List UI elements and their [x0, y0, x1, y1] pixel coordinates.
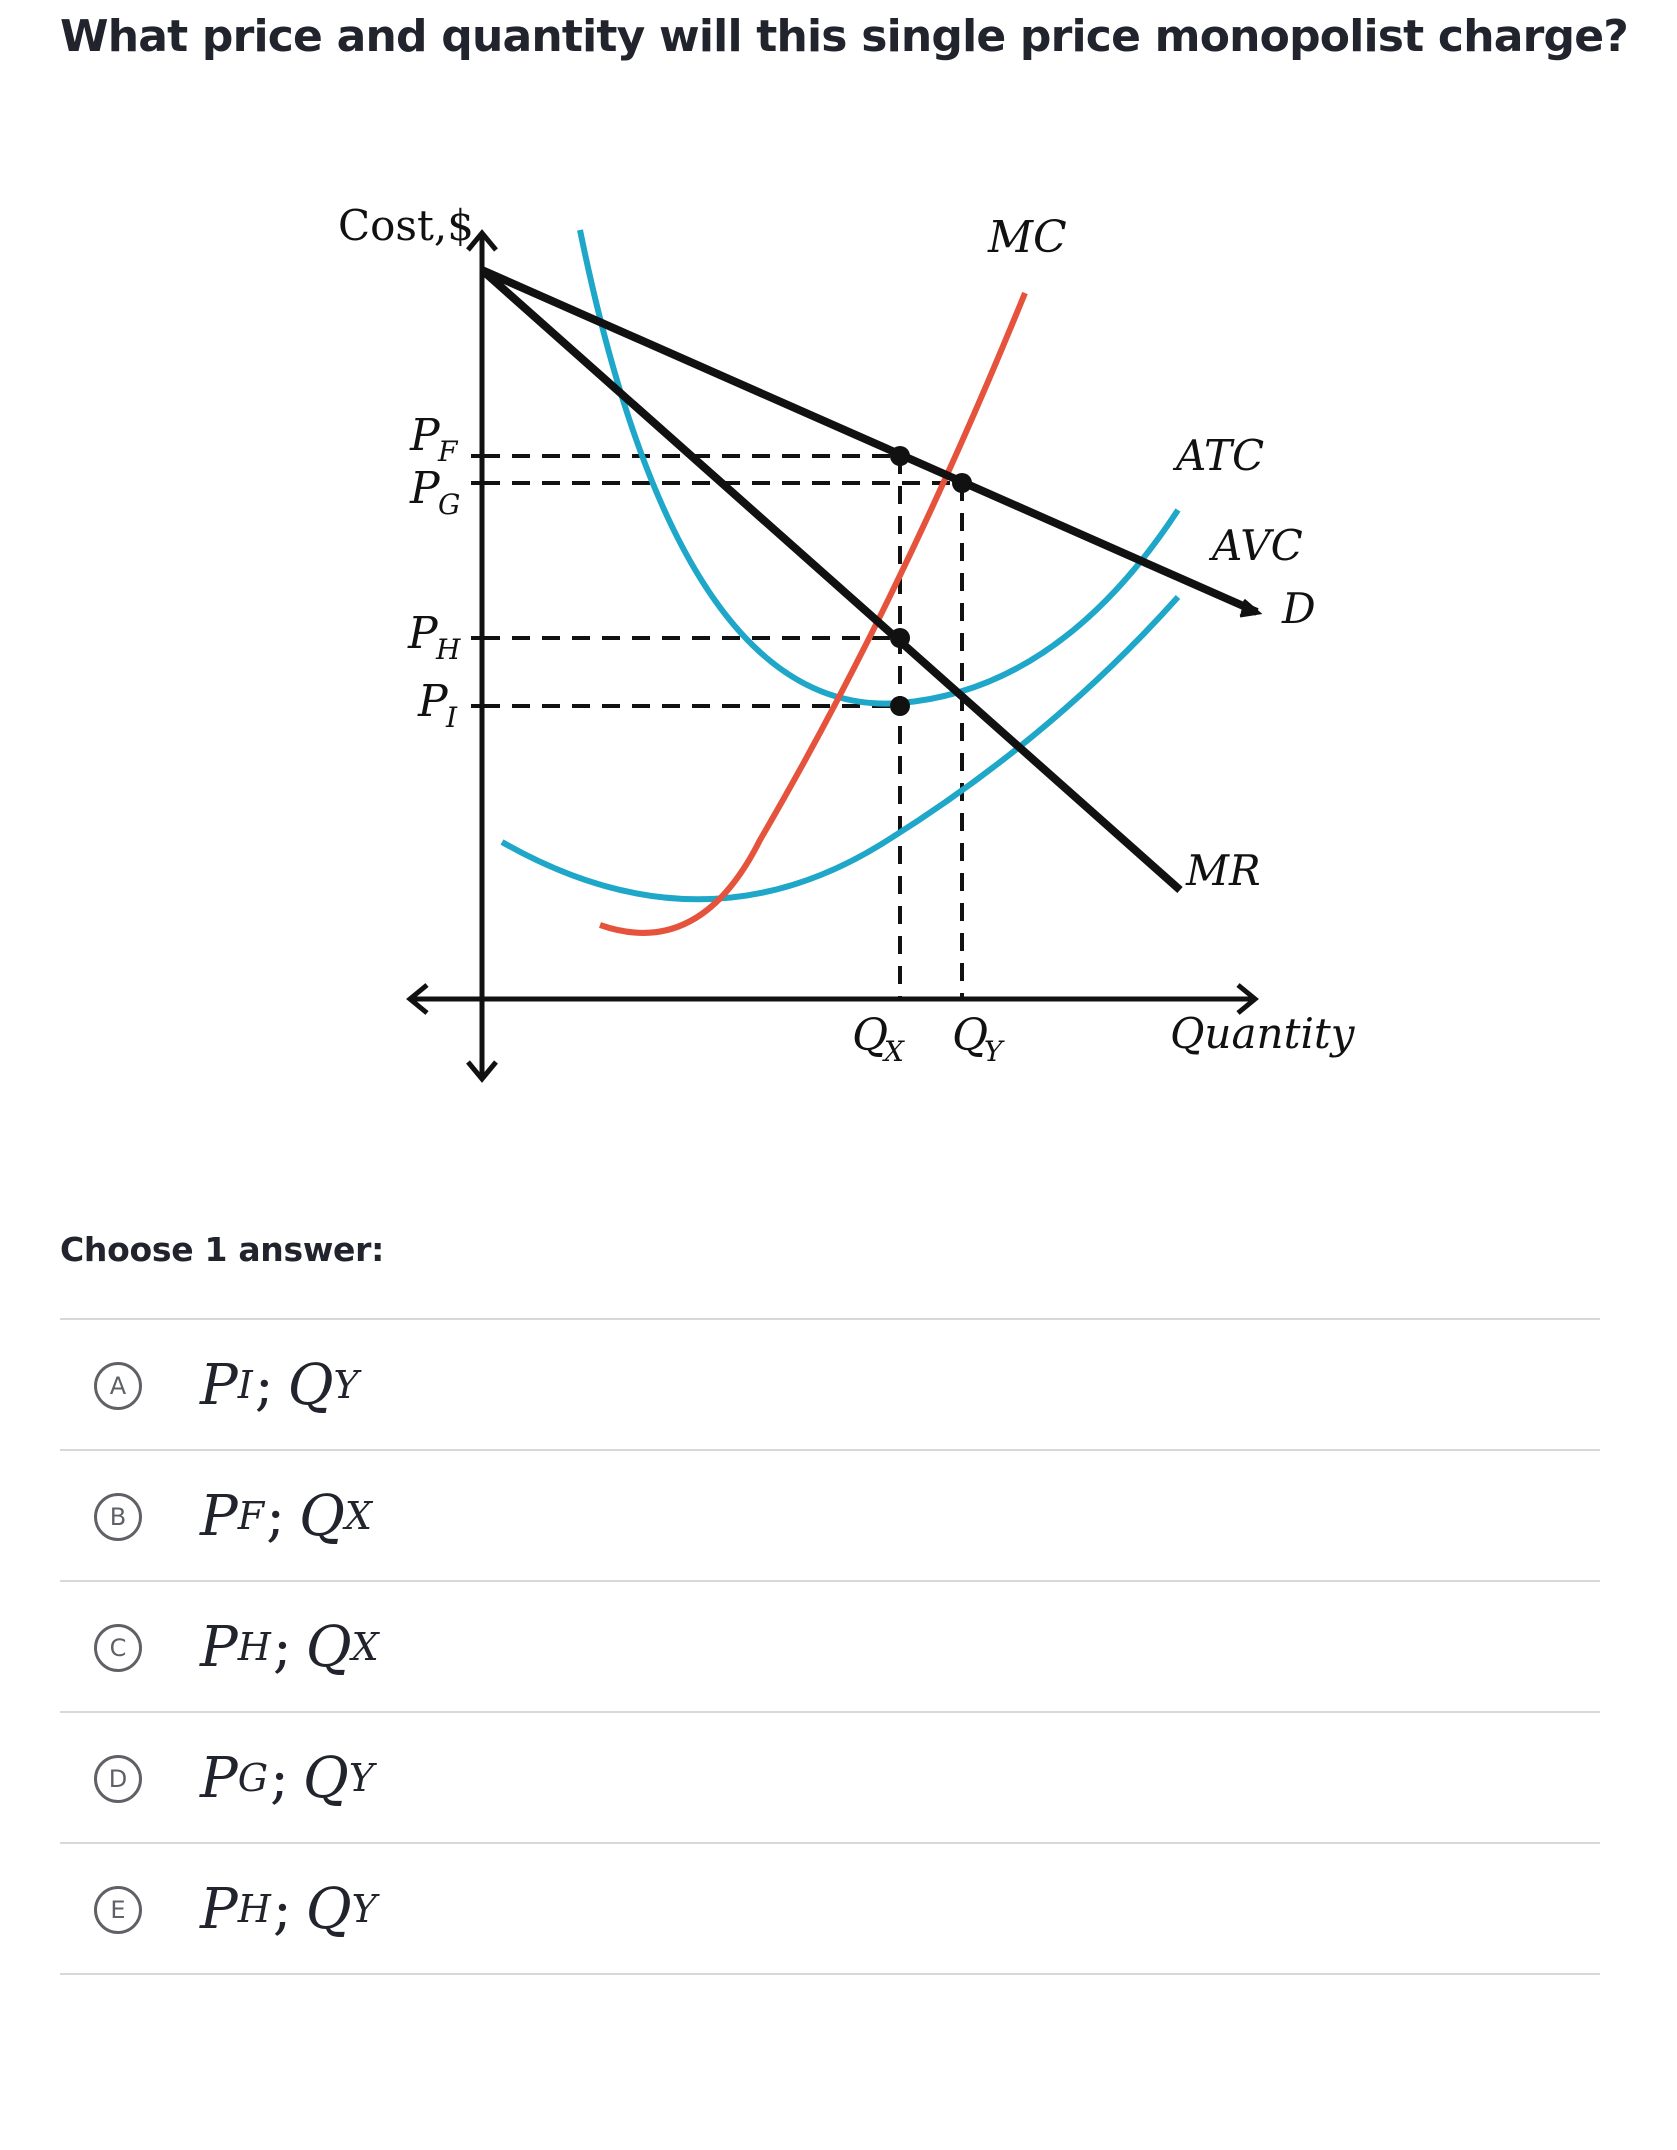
demand-curve [482, 270, 1257, 612]
pf-label-sub: F [438, 435, 458, 468]
demand-label: D [1282, 584, 1316, 633]
choice-c-qty-base: Q [305, 1614, 352, 1680]
mr-label: MR [1186, 846, 1261, 895]
choice-d-qty-sub: Y [348, 1756, 374, 1800]
x-axis-label: Quantity [1170, 1009, 1355, 1058]
avc-curve [502, 597, 1178, 899]
choice-d[interactable] [60, 1713, 1600, 1844]
choice-a-qty-base: Q [287, 1352, 334, 1418]
quantity-label-qx [852, 1010, 905, 1068]
choice-d-price-base: P [200, 1745, 238, 1811]
choice-b-text [200, 1471, 372, 1561]
choice-letter-d: D [94, 1755, 142, 1803]
choice-e-text [200, 1864, 377, 1954]
choice-a-price-base: P [200, 1352, 238, 1418]
ph-label-base: P [408, 608, 438, 659]
pg-label-base: P [410, 463, 440, 514]
point-pi-qx [890, 696, 910, 716]
choice-e-price-base: P [200, 1876, 238, 1942]
price-label-pf [409, 410, 459, 468]
choice-c-price-sub: H [237, 1625, 271, 1669]
choice-a-text [200, 1340, 359, 1430]
dashed-guides [482, 456, 962, 999]
avc-label: AVC [1212, 521, 1303, 570]
choice-d-price-sub: G [237, 1756, 269, 1800]
choice-e[interactable] [60, 1844, 1600, 1975]
mr-curve [482, 270, 1180, 890]
choice-letter-c: C [94, 1624, 142, 1672]
choice-b-price-base: P [200, 1483, 238, 1549]
choice-e-separator: ; [272, 1876, 292, 1942]
pi-label-sub: I [446, 701, 458, 734]
pf-label-base: P [410, 410, 440, 461]
choice-letter-b: B [94, 1493, 142, 1541]
point-pg-qy [952, 473, 972, 493]
ph-label-sub: H [436, 633, 461, 666]
choice-b-qty-sub: X [344, 1494, 372, 1538]
axes [410, 233, 1255, 1080]
price-label-pi [417, 676, 458, 734]
choice-a-separator: ; [254, 1352, 274, 1418]
choice-d-qty-base: Q [302, 1745, 349, 1811]
choice-d-separator: ; [270, 1745, 289, 1811]
qx-label-base: Q [852, 1010, 889, 1061]
choice-b-qty-base: Q [298, 1483, 345, 1549]
mc-label: MC [988, 212, 1067, 263]
choice-b-separator: ; [266, 1483, 285, 1549]
qx-label-sub: X [884, 1035, 904, 1068]
question-text: What price and quantity will this single price monopolist charge? [60, 11, 1628, 62]
qy-label-base: Q [952, 1010, 989, 1061]
choice-a-qty-sub: Y [333, 1363, 359, 1407]
y-axis-label: Cost,$ [338, 201, 474, 250]
price-label-ph [407, 608, 461, 666]
choice-b[interactable] [60, 1451, 1600, 1582]
choice-letter-e: E [94, 1886, 142, 1934]
choice-e-price-sub: H [237, 1887, 271, 1931]
choice-c[interactable] [60, 1582, 1600, 1713]
choice-c-qty-sub: X [351, 1625, 379, 1669]
atc-curve [580, 230, 1178, 704]
atc-label: ATC [1176, 431, 1265, 480]
point-ph-qx [890, 628, 910, 648]
answer-choices [60, 1318, 1600, 1975]
choice-letter-a: A [94, 1362, 142, 1410]
qy-label-sub: Y [984, 1035, 1003, 1068]
choice-e-qty-base: Q [305, 1876, 352, 1942]
choice-a[interactable] [60, 1320, 1600, 1451]
monopoly-cost-graph [0, 180, 1400, 1110]
choice-a-price-sub: I [237, 1363, 253, 1407]
choice-c-text [200, 1602, 379, 1692]
choice-d-text [200, 1733, 374, 1823]
quantity-label-qy [952, 1010, 1005, 1068]
intersection-points [890, 446, 972, 716]
choice-b-price-sub: F [237, 1494, 265, 1538]
choice-e-qty-sub: Y [351, 1887, 377, 1931]
price-label-pg [409, 463, 460, 521]
pi-label-base: P [418, 676, 448, 727]
choice-c-separator: ; [272, 1614, 292, 1680]
choice-c-price-base: P [200, 1614, 238, 1680]
pg-label-sub: G [438, 488, 461, 521]
choose-answer-prompt: Choose 1 answer: [60, 1230, 384, 1269]
point-pf-qx [890, 446, 910, 466]
